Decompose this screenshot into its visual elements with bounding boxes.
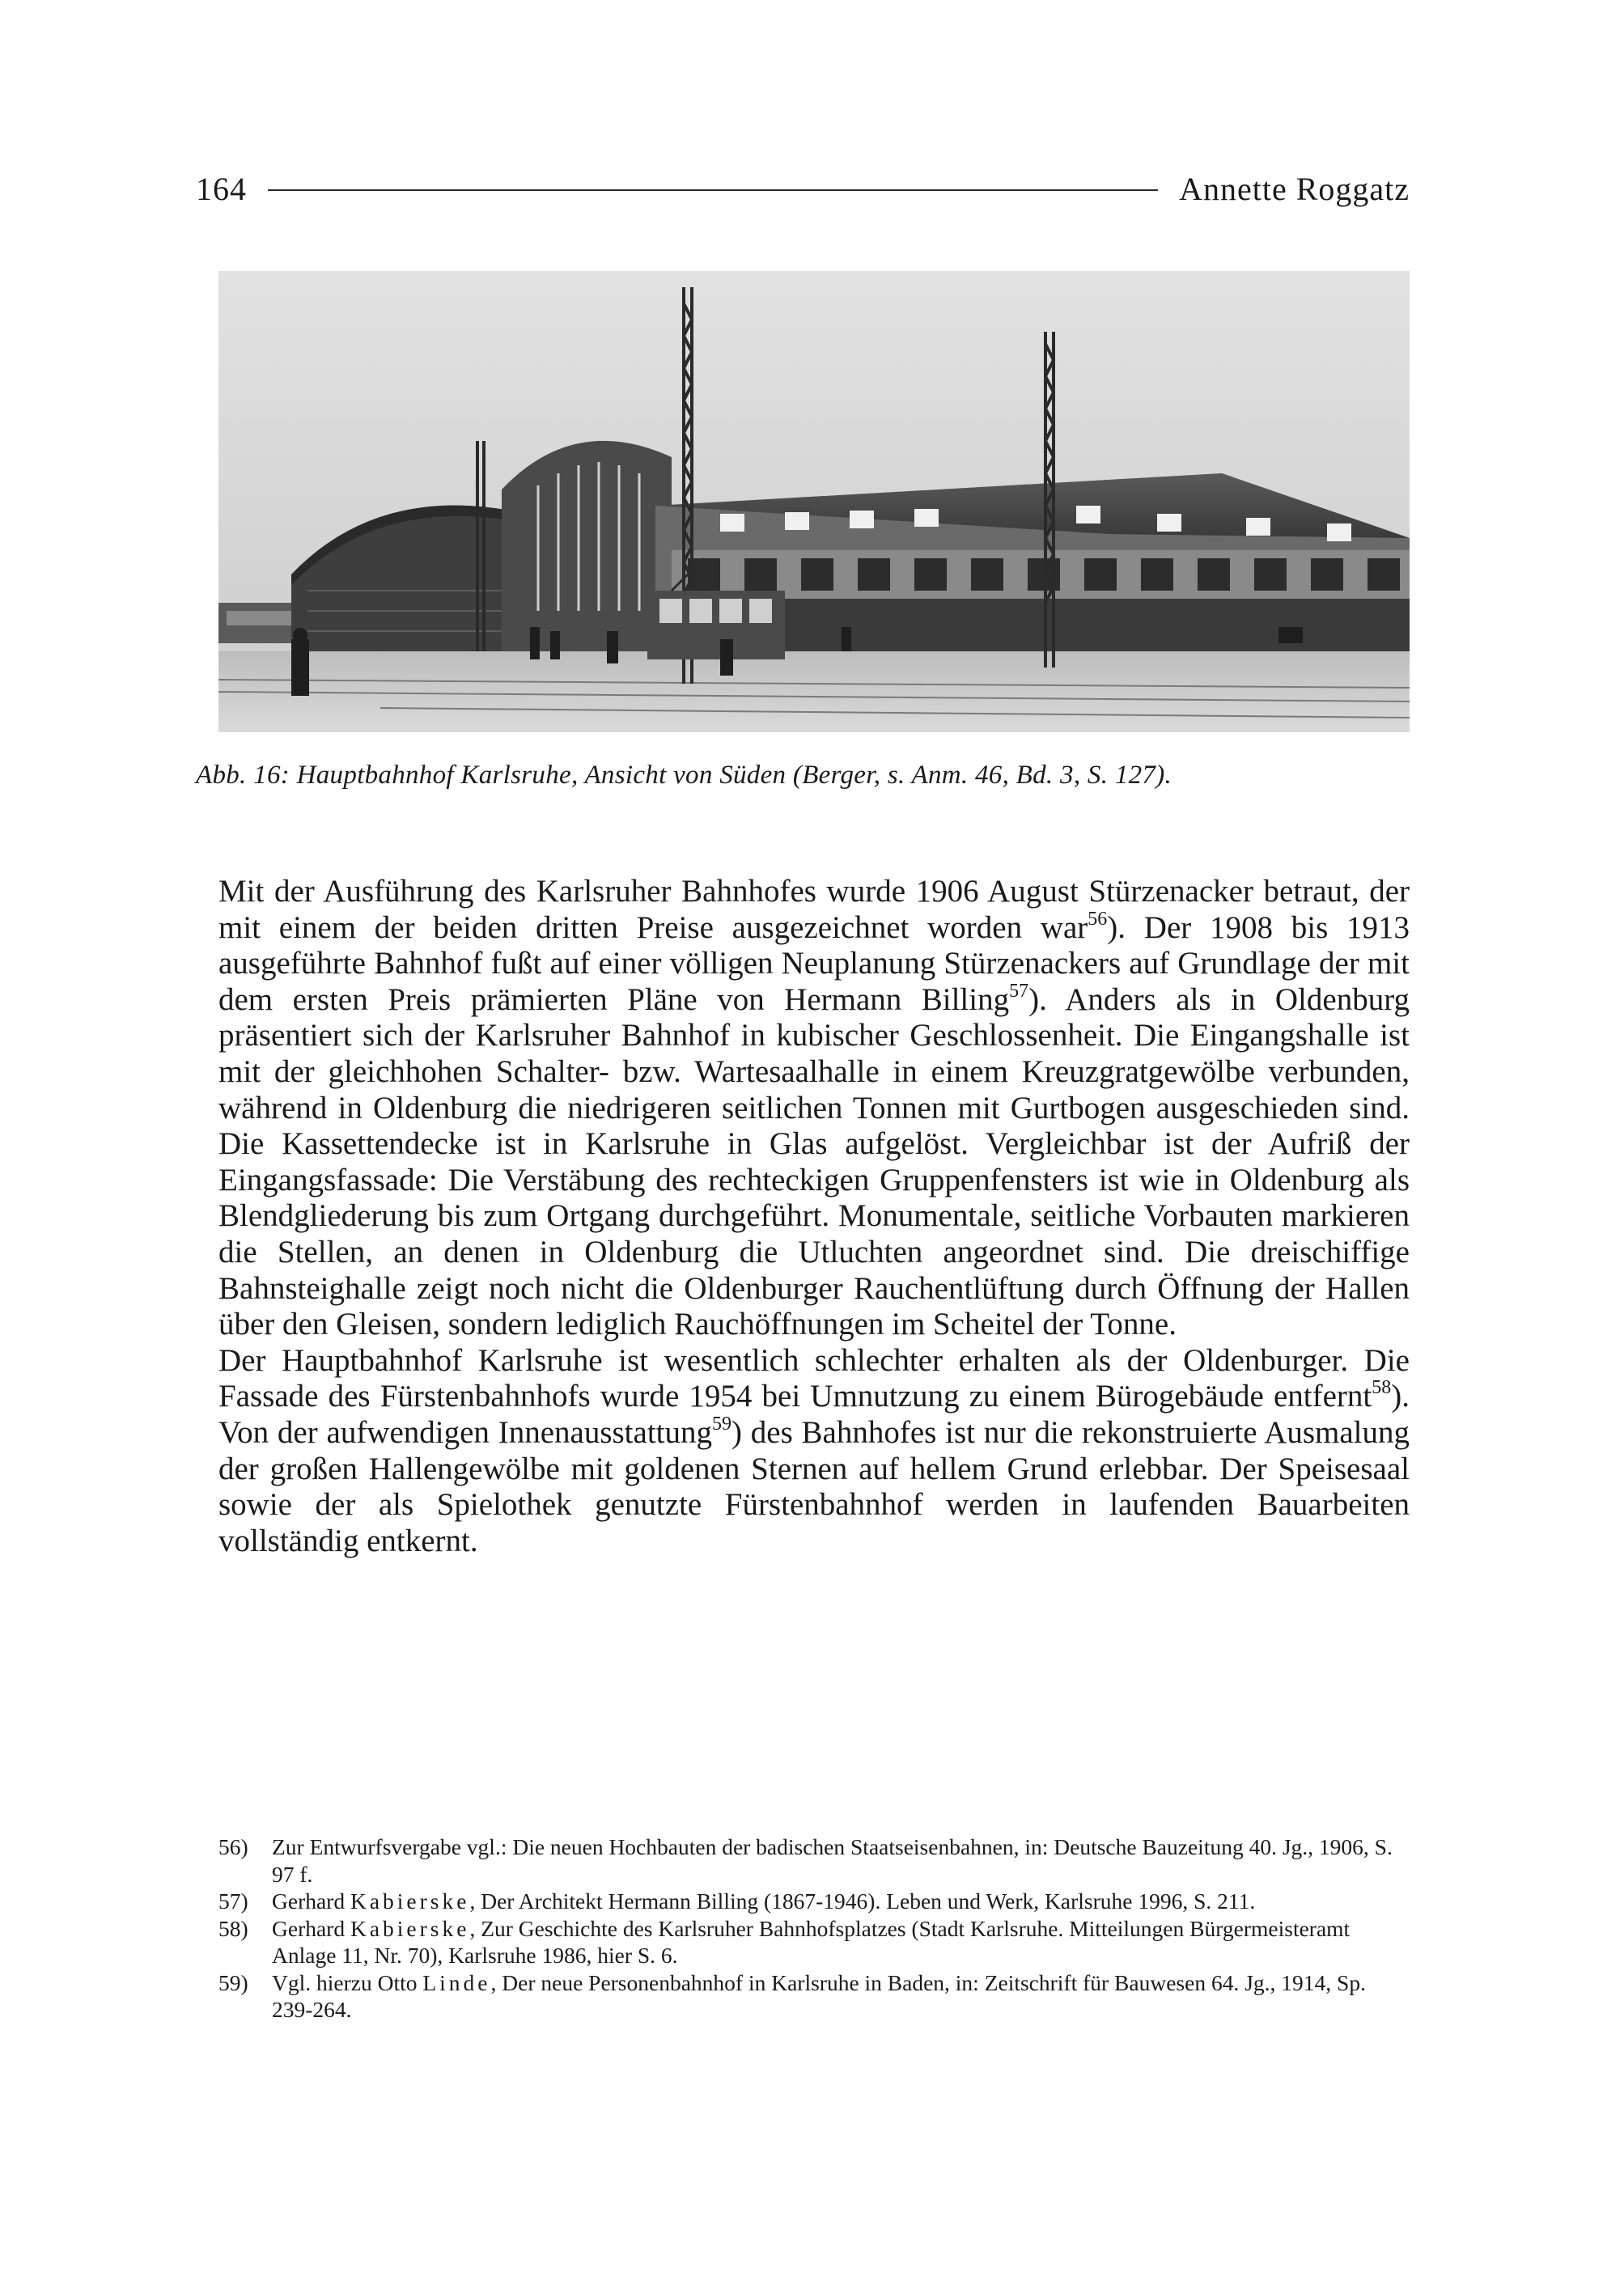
footnote-number: 56) [218, 1834, 248, 1859]
running-head-author: Annette Roggatz [1179, 170, 1410, 207]
footnote-ref: 58 [1372, 1377, 1392, 1399]
footnotes [218, 1833, 1410, 2024]
paragraph [218, 874, 1410, 1343]
text-run: ) des Bahnhofes ist nur die rekonstruierte Ausmalung der großen Hallengewölbe mit goldenen Sternen auf hellem Grund erlebbar. Der Speisesaal sowie der als Spielothek genutzte Fürstenbahnhof werden in laufenden Bauarbeiten vollständig entkernt. [218, 1414, 1410, 1558]
author-name: Linde [422, 1969, 491, 1995]
figure-caption: Abb. 16: Hauptbahnhof Karlsruhe, Ansicht von Süden (Berger, s. Anm. 46, Bd. 3, S. 127). [196, 761, 1172, 790]
footnote-text: Gerhard Kabierske, Der Architekt Hermann Billing (1867-1946). Leben und Werk, Karlsruhe 1996, S. 211. [272, 1888, 1256, 1914]
footnote-text: Vgl. hierzu Otto Linde, Der neue Personenbahnhof in Karlsruhe in Baden, in: Zeitschrift für Bauwesen 64. Jg., 1914, Sp. 239-264. [272, 1969, 1366, 2022]
footnote-item [218, 1915, 1410, 1969]
paragraph [218, 1343, 1410, 1560]
body-text [218, 874, 1410, 1559]
footnote-ref: 57 [1009, 980, 1029, 1002]
footnote-item [218, 1888, 1410, 1915]
footnote-ref: 56 [1088, 908, 1108, 930]
author-name: Kabierske [350, 1915, 470, 1941]
footnote-number: 59) [218, 1969, 248, 1995]
text-run: Der Hauptbahnhof Karlsruhe ist wesentlich schlechter erhalten als der Oldenburger. Die Fassade des Fürstenbahnhofs wurde 1954 bei Umnutzung zu einem Bürogebäude entfernt [218, 1342, 1410, 1414]
footnote-number: 58) [218, 1915, 248, 1941]
header-rule [268, 189, 1158, 191]
footnote-item [218, 1969, 1410, 2024]
page-number: 164 [196, 170, 247, 207]
footnote-item [218, 1833, 1410, 1888]
text-run: ). Von der aufwendigen Innenausstattung [218, 1379, 1410, 1450]
footnote-ref: 59 [712, 1413, 731, 1435]
text-run: ). Der 1908 bis 1913 ausgeführte Bahnhof fußt auf einer völligen Neuplanung Stürzenackers auf Grundlage der mit dem ersten Preis prämierten Pläne von Hermann Billing [218, 909, 1410, 1017]
author-name: Kabierske [350, 1888, 470, 1914]
text-run: Mit der Ausführung des Karlsruher Bahnhofes wurde 1906 August Stürzenacker betraut, der mit einem der beiden dritten Preise ausgezeichnet worden war [218, 874, 1410, 945]
station-photograph [218, 271, 1410, 732]
text-run: ). Anders als in Oldenburg präsentiert sich der Karlsruher Bahnhof in kubischer Geschlossenheit. Die Eingangshalle ist mit der gleichhohen Schalter- bzw. Wartesaalhalle in einem Kreuzgratgewölbe verbunden, während in Oldenburg die niedrigeren seitlichen Tonnen mit Gurtbogen ausgeschieden sind. Die Kassettendecke ist in Karlsruhe in Glas aufgelöst. Vergleichbar ist der Aufriß der Eingangsfassade: Die Verstäbung des rechteckigen Gruppenfensters ist wie in Oldenburg als Blendgliederung bis zum Ortgang durchgeführt. Monumentale, seitliche Vorbauten markieren die Stellen, an denen in Oldenburg die Utluchten angeordnet sind. Die dreischiffige Bahnsteighalle zeigt noch nicht die Oldenburger Rauchentlüftung durch Öffnung der Hallen über den Gleisen, sondern lediglich Rauchöffnungen im Scheitel der Tonne. [218, 981, 1410, 1342]
footnote-number: 57) [218, 1888, 248, 1914]
running-header [196, 166, 1410, 211]
footnote-text: Gerhard Kabierske, Zur Geschichte des Karlsruher Bahnhofsplatzes (Stadt Karlsruhe. Mitteilungen Bürgermeisteramt Anlage 11, Nr. 70), Karlsruhe 1986, hier S. 6. [272, 1915, 1351, 1968]
footnote-text: Zur Entwurfsvergabe vgl.: Die neuen Hochbauten der badischen Staatseisenbahnen, in: Deutsche Bauzeitung 40. Jg., 1906, S. 97 f. [272, 1834, 1393, 1887]
